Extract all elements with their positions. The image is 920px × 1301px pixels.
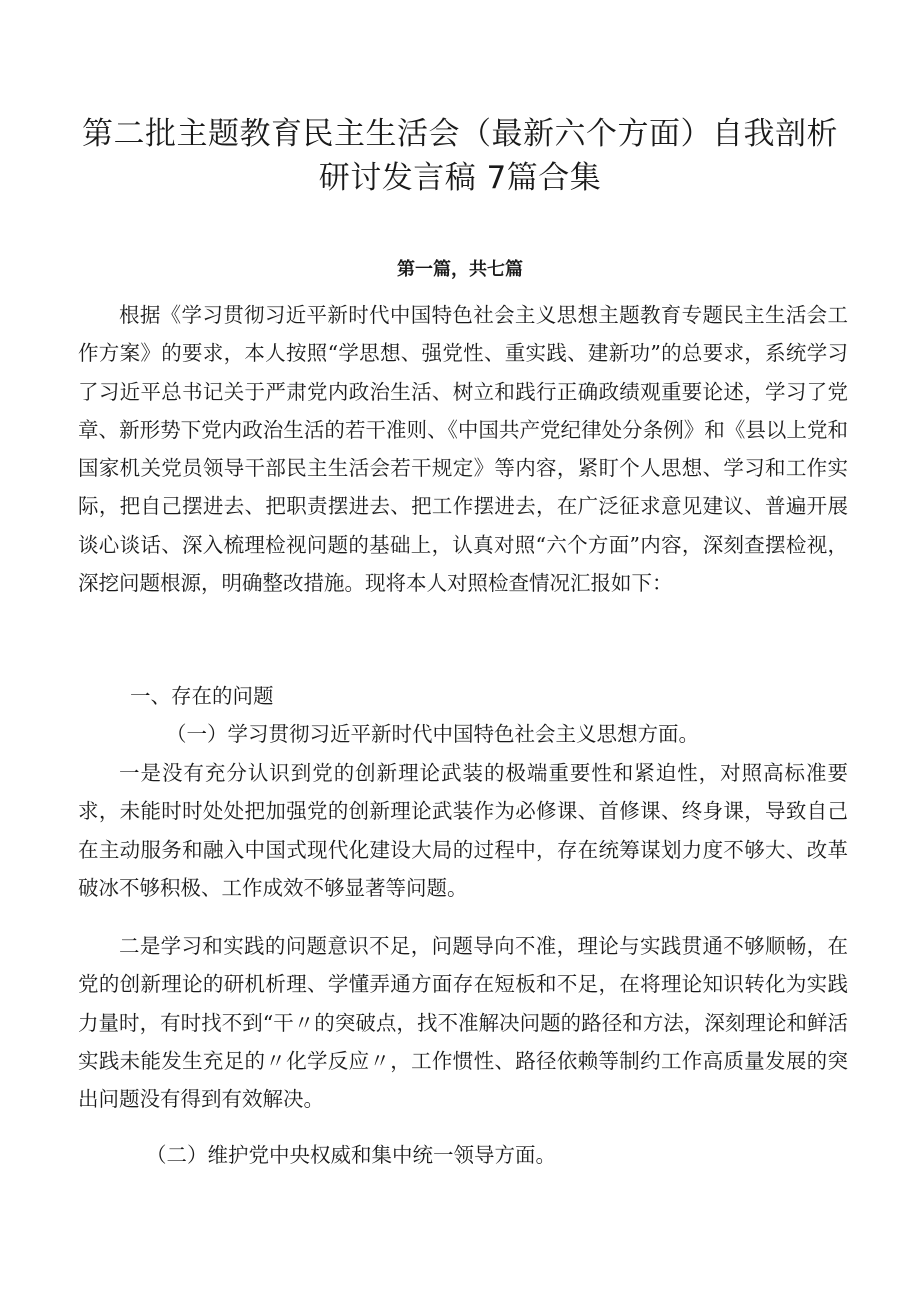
paragraph-text: 二是学习和实践的问题意识不足，问题导向不准，理论与实践贯通不够顺畅，在党的创新理论的研机析理、学懂弄通方面存在短板和不足，在将理论知识转化为实践力量时，有时找不到“干〃的突破点，找不准解决问题的路径和方法，深刻理论和鲜活实践未能发生充足的〃化学反应〃，工作惯性、路径依赖等制约工作高质量发展的突出问题没有得到有效解决。 (78, 934, 848, 1112)
document-title-line-2: 研讨发言稿 7篇合集 (318, 160, 602, 196)
document-title-line-1: 第二批主题教育民主生活会（最新六个方面）自我剖析 (82, 116, 838, 152)
body-paragraph-point-1 (78, 754, 848, 907)
section-heading: 第一篇，共七篇 (397, 259, 523, 280)
paragraph-text: 根据《学习贯彻习近平新时代中国特色社会主义思想主题教育专题民主生活会工作方案》的要求，本人按照“学思想、强党性、重实践、建新功”的总要求，系统学习了习近平总书记关于严肃党内政治生活、树立和践行正确政绩观重要论述，学习了党章、新形势下党内政治生活的若干准则、《中国共产党纪律处分条例》和《县以上党和国家机关党员领导干部民主生活会若干规定》等内容，紧盯个人思想、学习和工作实际，把自己摆进去、把职责摆进去、把工作摆进去，在广泛征求意见建议、普遍开展谈心谈话、深入梳理检视问题的基础上，认真对照“六个方面”内容，深刻查摆检视，深挖问题根源，明确整改措施。现将本人对照检查情况汇报如下： (78, 303, 848, 596)
subheading-study-thought: （一）学习贯彻习近平新时代中国特色社会主义思想方面。 (166, 722, 699, 746)
document-title (60, 112, 860, 200)
heading-problems: 一、存在的问题 (130, 684, 274, 708)
body-paragraph-intro (78, 296, 848, 602)
body-paragraph-point-2 (78, 927, 848, 1118)
paragraph-text: 一是没有充分认识到党的创新理论武装的极端重要性和紧迫性，对照高标准要求，未能时时处处把加强党的创新理论武装作为必修课、首修课、终身课，导致自己在主动服务和融入中国式现代化建设大局的过程中，存在统筹谋划力度不够大、改革破冰不够积极、工作成效不够显著等问题。 (78, 761, 848, 900)
subheading-central-authority: （二）维护党中央权威和集中统一领导方面。 (146, 1143, 556, 1167)
